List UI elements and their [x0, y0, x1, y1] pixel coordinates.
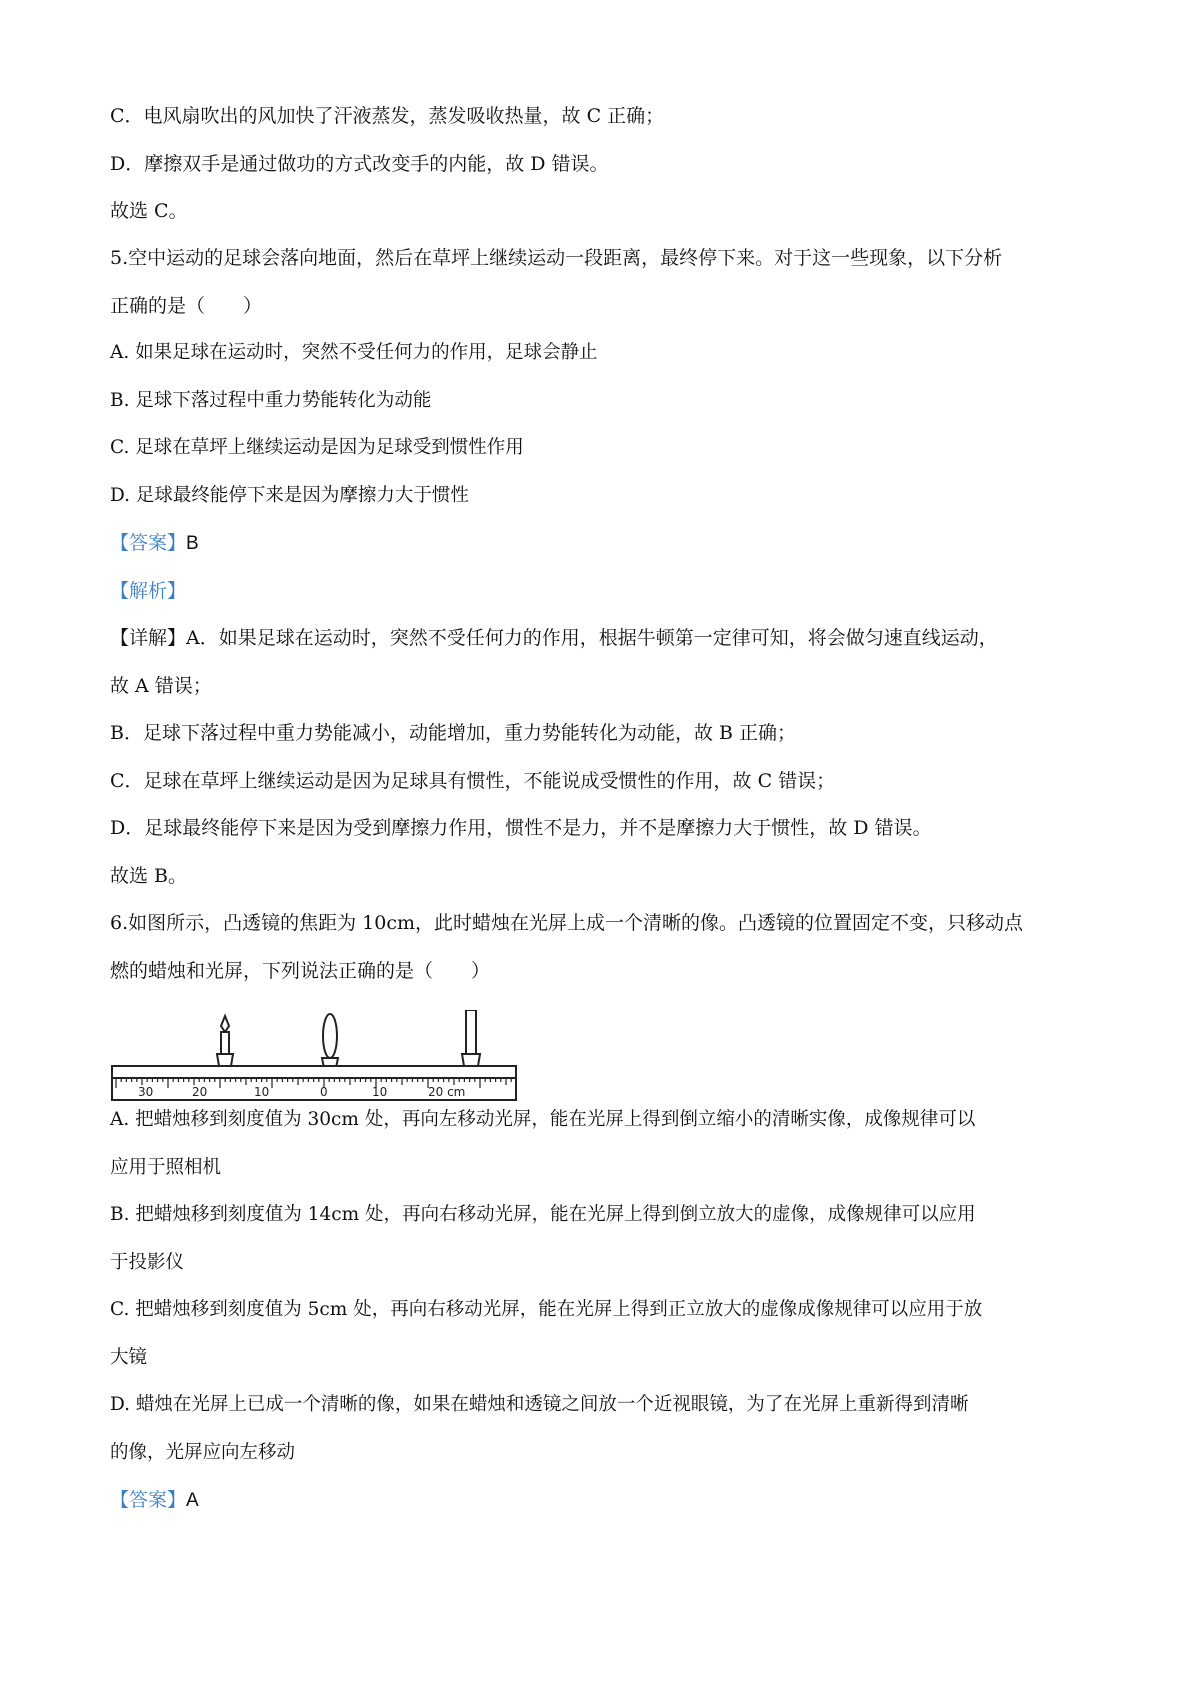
q6-option-b-line1: B. 把蜡烛移到刻度值为 14cm 处，再向右移动光屏，能在光屏上得到倒立放大的虚像，成像规律可以应用 [110, 1204, 976, 1225]
q5-detail-b: B．足球下落过程中重力势能减小，动能增加，重力势能转化为动能，故 B 正确； [110, 722, 797, 744]
q5-detail-line2: 故 A 错误； [110, 675, 212, 697]
q5-option-b: B. 足球下落过程中重力势能转化为动能 [110, 390, 432, 411]
q5-stem-line1: 5.空中运动的足球会落向地面，然后在草坪上继续运动一段距离，最终停下来。对于这一些现象，以下分析 [110, 247, 1003, 269]
bench-rail [112, 1066, 516, 1078]
q5-option-c: C. 足球在草坪上继续运动是因为足球受到惯性作用 [110, 437, 524, 458]
prev-option-c: C．电风扇吹出的风加快了汗液蒸发，蒸发吸收热量，故 C 正确； [110, 105, 665, 127]
prev-option-d: D．摩擦双手是通过做功的方式改变手的内能，故 D 错误。 [110, 153, 609, 175]
tick-label: 0 [320, 1085, 328, 1099]
q6-option-b-line2: 于投影仪 [110, 1252, 185, 1273]
q6-stem-line1: 6.如图所示，凸透镜的焦距为 10cm，此时蜡烛在光屏上成一个清晰的像。凸透镜的位置固定不变，只移动点 [110, 912, 1024, 934]
q6-option-a-line2: 应用于照相机 [110, 1157, 222, 1178]
q5-detail-c: C．足球在草坪上继续运动是因为足球具有惯性，不能说成受惯性的作用，故 C 错误； [110, 770, 836, 792]
q5-answer-value: B [186, 533, 199, 554]
q6-option-d-line1: D. 蜡烛在光屏上已成一个清晰的像，如果在蜡烛和透镜之间放一个近视眼镜，为了在光屏上重新得到清晰 [110, 1394, 969, 1415]
prev-conclusion: 故选 C。 [110, 200, 188, 222]
light-screen-icon [462, 1010, 480, 1066]
q5-option-a: A. 如果足球在运动时，突然不受任何力的作用，足球会静止 [110, 342, 598, 363]
tick-label: 20 cm [428, 1085, 466, 1099]
q5-detail-line1: 【详解】A．如果足球在运动时，突然不受任何力的作用，根据牛顿第一定律可知，将会做匀速直线运动， [110, 627, 998, 649]
q6-answer-value: A [186, 1490, 199, 1511]
q6-answer [110, 1488, 199, 1513]
candle-icon [217, 1016, 233, 1066]
q6-option-d-line2: 的像，光屏应向左移动 [110, 1442, 296, 1463]
tick-label: 10 [372, 1085, 388, 1099]
tick-label: 30 [138, 1085, 154, 1099]
q6-answer-tag: 【答案】 [110, 1489, 187, 1511]
q5-analysis-tag: 【解析】 [110, 580, 187, 602]
q5-detail-d: D．足球最终能停下来是因为受到摩擦力作用，惯性不是力，并不是摩擦力大于惯性，故 D 错误。 [110, 817, 932, 839]
convex-lens-icon [322, 1014, 338, 1068]
q6-option-a-line1: A. 把蜡烛移到刻度值为 30cm 处，再向左移动光屏，能在光屏上得到倒立缩小的清晰实像，成像规律可以 [110, 1109, 976, 1130]
q5-option-d: D. 足球最终能停下来是因为摩擦力大于惯性 [110, 485, 469, 506]
q5-answer-tag: 【答案】 [110, 532, 187, 554]
tick-label: 20 [192, 1085, 208, 1099]
q6-option-c-line2: 大镜 [110, 1347, 148, 1368]
tick-label: 10 [254, 1085, 270, 1099]
q5-answer [110, 531, 199, 556]
optical-bench-figure [110, 1010, 580, 1110]
q5-stem-line2: 正确的是（ ） [110, 295, 263, 317]
q6-stem-line2: 燃的蜡烛和光屏，下列说法正确的是（ ） [110, 960, 491, 982]
q6-option-c-line1: C. 把蜡烛移到刻度值为 5cm 处，再向右移动光屏，能在光屏上得到正立放大的虚像成像规律可以应用于放 [110, 1299, 983, 1320]
q5-conclusion: 故选 B。 [110, 865, 188, 887]
